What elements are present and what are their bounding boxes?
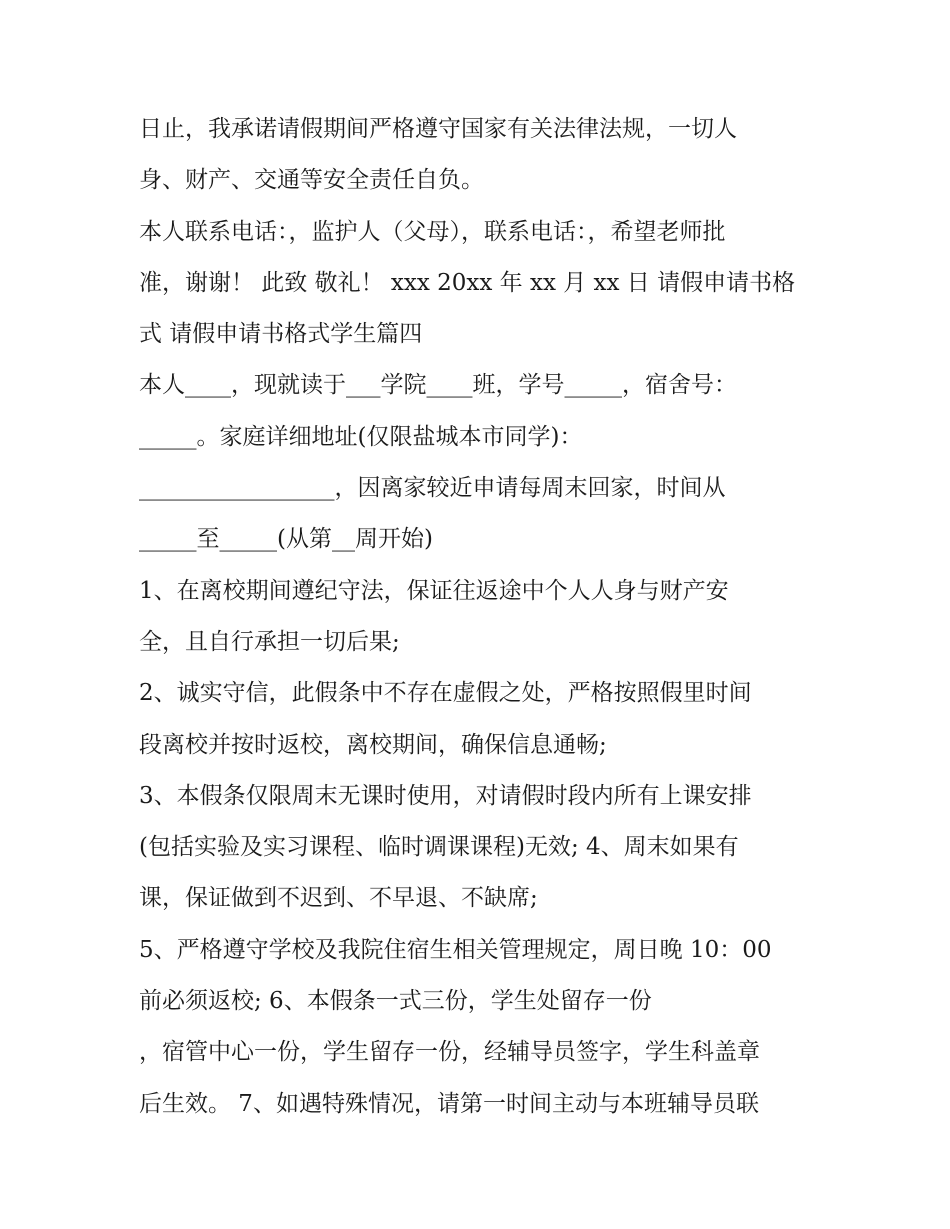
text-line: ，宿管中心一份，学生留存一份，经辅导员签字，学生科盖章 — [139, 1039, 760, 1066]
text-line: (包括实验及实习课程、临时调课课程)无效; 4、周末如果有 — [139, 834, 739, 861]
text-line: 1、在离校期间遵纪守法，保证往返途中个人人身与财产安 — [139, 577, 729, 604]
text-line: _____至_____(从第__周开始) — [139, 526, 433, 553]
text-line: 全，且自行承担一切后果; — [139, 628, 400, 655]
text-line: 式 请假申请书格式学生篇四 — [139, 321, 423, 348]
text-line: _____。家庭详细地址(仅限盐城本市同学)： — [139, 423, 583, 450]
text-line: 课，保证做到不迟到、不早退、不缺席; — [139, 885, 538, 912]
text-line: 前必须返校; 6、本假条一式三份，学生处留存一份 — [139, 988, 652, 1015]
text-line: _________________，因离家较近申请每周末回家，时间从 — [139, 475, 726, 502]
text-line: 3、本假条仅限周末无课时使用，对请假时段内所有上课安排 — [139, 782, 752, 809]
text-line: 本人____，现就读于___学院____班，学号_____，宿舍号： — [139, 372, 737, 399]
text-line: 段离校并按时返校，离校期间，确保信息通畅; — [139, 731, 607, 758]
text-line: 准，谢谢！ 此致 敬礼！ xxx 20xx 年 xx 月 xx 日 请假申请书格 — [139, 269, 796, 296]
text-line: 本人联系电话：，监护人（父母），联系电话：，希望老师批 — [139, 218, 726, 245]
text-line: 身、财产、交通等安全责任自负。 — [139, 167, 484, 194]
text-line: 日止，我承诺请假期间严格遵守国家有关法律法规，一切人 — [139, 116, 737, 142]
document-body — [139, 104, 829, 1130]
text-line: 2、诚实守信，此假条中不存在虚假之处，严格按照假里时间 — [139, 680, 752, 707]
text-line: 5、严格遵守学校及我院住宿生相关管理规定，周日晚 10：00 — [139, 936, 772, 963]
text-line: 后生效。 7、如遇特殊情况，请第一时间主动与本班辅导员联 — [139, 1090, 759, 1117]
